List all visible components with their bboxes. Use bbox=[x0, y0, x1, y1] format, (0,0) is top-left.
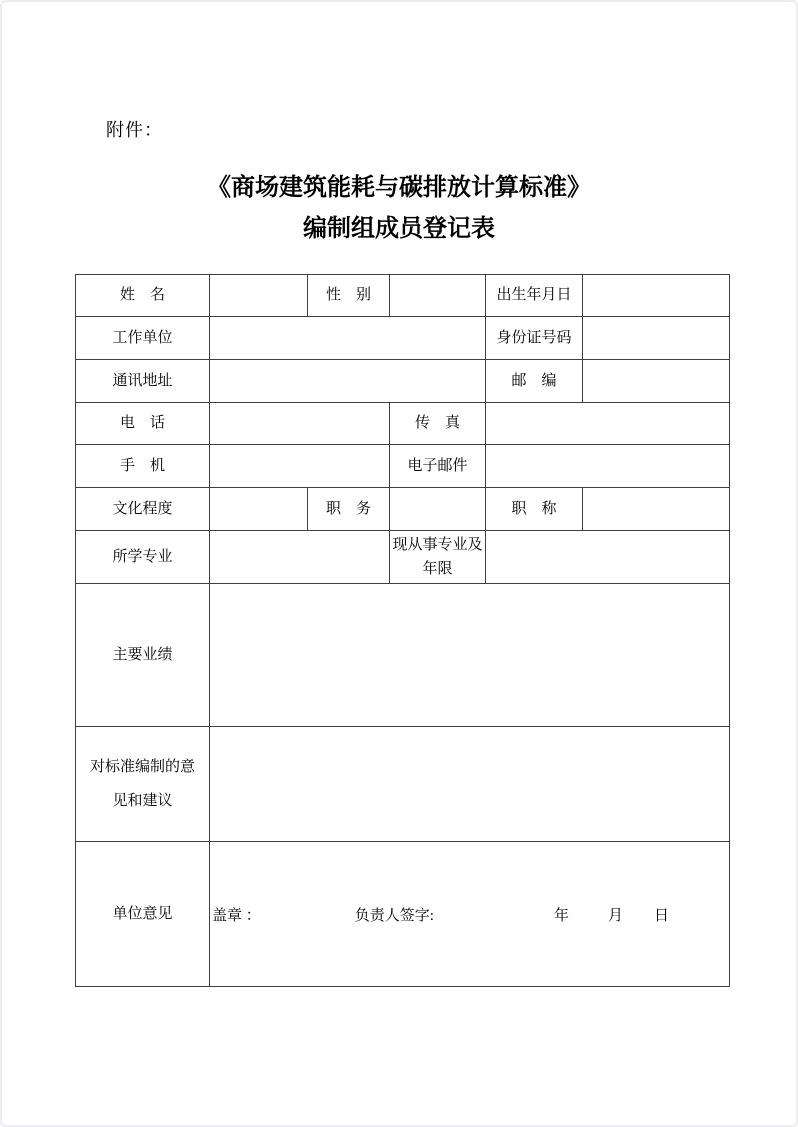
postal-code-label: 邮 编 bbox=[486, 360, 583, 403]
achievements-label: 主要业绩 bbox=[76, 584, 210, 727]
document-title-line2: 编制组成员登记表 bbox=[303, 216, 495, 242]
current-profession-label: 现从事专业及年限 bbox=[390, 531, 486, 584]
table-row bbox=[76, 403, 730, 445]
achievements-value-cell bbox=[210, 584, 730, 727]
table-row bbox=[76, 360, 730, 403]
name-value-cell bbox=[210, 275, 308, 317]
birth-date-label: 出生年月日 bbox=[486, 275, 583, 317]
opinions-value-cell bbox=[210, 727, 730, 842]
table-row bbox=[76, 488, 730, 531]
work-unit-value-cell bbox=[210, 317, 486, 360]
professional-title-label: 职 称 bbox=[486, 488, 583, 531]
table-row bbox=[76, 445, 730, 488]
table-row bbox=[76, 275, 730, 317]
unit-opinion-value-cell bbox=[210, 842, 730, 987]
mobile-value-cell bbox=[210, 445, 390, 488]
education-label: 文化程度 bbox=[76, 488, 210, 531]
mailing-address-value-cell bbox=[210, 360, 486, 403]
position-label: 职 务 bbox=[308, 488, 390, 531]
telephone-label: 电 话 bbox=[76, 403, 210, 445]
table-row bbox=[76, 584, 730, 727]
opinions-label: 对标准编制的意见和建议 bbox=[76, 727, 210, 842]
name-label: 姓 名 bbox=[76, 275, 210, 317]
month-label: 月 bbox=[607, 907, 623, 924]
telephone-value-cell bbox=[210, 403, 390, 445]
gender-value-cell bbox=[390, 275, 486, 317]
table-row bbox=[76, 842, 730, 987]
unit-opinion-label: 单位意见 bbox=[76, 842, 210, 987]
document-title-line1: 《商场建筑能耗与碳排放计算标准》 bbox=[207, 175, 591, 201]
registration-table bbox=[75, 274, 730, 987]
mobile-label: 手 机 bbox=[76, 445, 210, 488]
major-value-cell bbox=[210, 531, 390, 584]
id-number-value-cell bbox=[583, 317, 730, 360]
day-label: 日 bbox=[653, 907, 669, 924]
table-row bbox=[76, 727, 730, 842]
year-label: 年 bbox=[553, 907, 569, 924]
birth-date-value-cell bbox=[583, 275, 730, 317]
seal-label: 盖章 ： bbox=[212, 907, 261, 924]
seal-signature-line bbox=[212, 904, 727, 925]
attachment-label: 附件： bbox=[106, 120, 163, 140]
fax-label: 传 真 bbox=[390, 403, 486, 445]
position-value-cell bbox=[390, 488, 486, 531]
gender-label: 性 别 bbox=[308, 275, 390, 317]
email-label: 电子邮件 bbox=[390, 445, 486, 488]
major-label: 所学专业 bbox=[76, 531, 210, 584]
fax-value-cell bbox=[486, 403, 730, 445]
work-unit-label: 工作单位 bbox=[76, 317, 210, 360]
signature-label: 负责人签字: bbox=[354, 907, 434, 924]
postal-code-value-cell bbox=[583, 360, 730, 403]
table-row bbox=[76, 531, 730, 584]
current-profession-value-cell bbox=[486, 531, 730, 584]
professional-title-value-cell bbox=[583, 488, 730, 531]
email-value-cell bbox=[486, 445, 730, 488]
mailing-address-label: 通讯地址 bbox=[76, 360, 210, 403]
id-number-label: 身份证号码 bbox=[486, 317, 583, 360]
education-value-cell bbox=[210, 488, 308, 531]
table-row bbox=[76, 317, 730, 360]
